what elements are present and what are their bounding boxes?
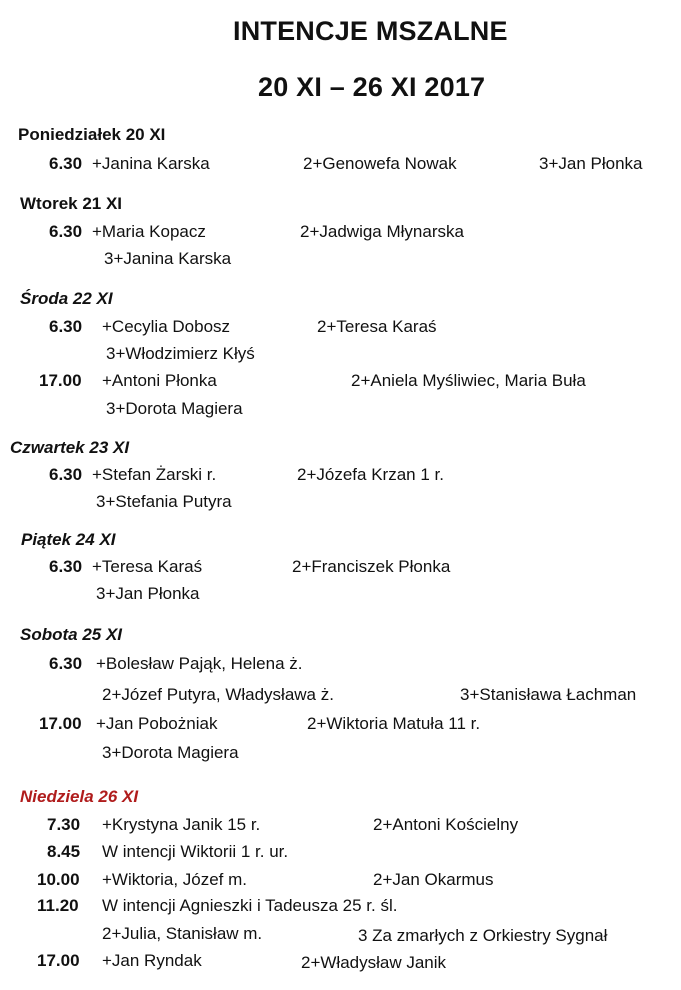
- day-heading-saturday: Sobota 25 XI: [20, 625, 123, 644]
- mass-time: 8.45: [47, 842, 81, 861]
- mass-time: 6.30: [49, 317, 83, 336]
- intention: 2+Genowefa Nowak: [303, 154, 457, 173]
- intention: 3+Stefania Putyra: [96, 492, 232, 511]
- intention: 2+Jan Okarmus: [373, 870, 494, 889]
- date-range: 20 XI – 26 XI 2017: [258, 72, 486, 102]
- intention: 2+Władysław Janik: [301, 953, 447, 972]
- intention: 3 Za zmarłych z Orkiestry Sygnał: [358, 926, 608, 945]
- day-heading-wednesday: Środa 22 XI: [20, 289, 113, 308]
- intention: 2+Józefa Krzan 1 r.: [297, 465, 444, 484]
- intention: 2+Aniela Myśliwiec, Maria Buła: [351, 371, 586, 390]
- intention: +Bolesław Pająk, Helena ż.: [96, 654, 303, 673]
- day-heading-sunday: Niedziela 26 XI: [20, 787, 139, 806]
- intention: +Jan Ryndak: [102, 951, 202, 970]
- mass-time: 6.30: [49, 154, 83, 173]
- mass-time: 6.30: [49, 465, 83, 484]
- day-heading-monday: Poniedziałek 20 XI: [18, 125, 166, 144]
- intention: +Teresa Karaś: [92, 557, 203, 576]
- mass-time: 6.30: [49, 222, 83, 241]
- mass-time: 6.30: [49, 654, 83, 673]
- intention: +Janina Karska: [92, 154, 210, 173]
- intention: 2+Franciszek Płonka: [292, 557, 451, 576]
- intention: +Wiktoria, Józef m.: [102, 870, 248, 889]
- day-heading-thursday: Czwartek 23 XI: [10, 438, 130, 457]
- day-heading-tuesday: Wtorek 21 XI: [20, 194, 123, 213]
- mass-time: 17.00: [37, 951, 80, 970]
- intention: 2+Julia, Stanisław m.: [102, 924, 263, 943]
- mass-time: 17.00: [39, 371, 82, 390]
- intention: 2+Teresa Karaś: [317, 317, 437, 336]
- intention: 3+Stanisława Łachman: [460, 685, 637, 704]
- mass-time: 11.20: [37, 896, 79, 915]
- page-title: INTENCJE MSZALNE: [233, 16, 508, 46]
- intention: 2+Antoni Kościelny: [373, 815, 519, 834]
- mass-time: 10.00: [37, 870, 80, 889]
- intention: 2+Wiktoria Matuła 11 r.: [307, 714, 481, 733]
- mass-time: 7.30: [47, 815, 81, 834]
- intention: +Jan Pobożniak: [96, 714, 218, 733]
- intention: 2+Józef Putyra, Władysława ż.: [102, 685, 334, 704]
- intention: +Antoni Płonka: [102, 371, 217, 390]
- intention: +Krystyna Janik 15 r.: [102, 815, 261, 834]
- intention: +Cecylia Dobosz: [102, 317, 231, 336]
- intention: W intencji Wiktorii 1 r. ur.: [102, 842, 289, 861]
- intention: 2+Jadwiga Młynarska: [300, 222, 464, 241]
- intention: 3+Dorota Magiera: [106, 399, 243, 418]
- intention: 3+Jan Płonka: [539, 154, 643, 173]
- intention: +Maria Kopacz: [92, 222, 206, 241]
- intention: 3+Dorota Magiera: [102, 743, 239, 762]
- intention: 3+Jan Płonka: [96, 584, 200, 603]
- mass-time: 17.00: [39, 714, 82, 733]
- intention: 3+Janina Karska: [104, 249, 232, 268]
- day-heading-friday: Piątek 24 XI: [21, 530, 116, 549]
- intention: 3+Włodzimierz Kłyś: [106, 344, 255, 363]
- intention: +Stefan Żarski r.: [92, 465, 217, 484]
- intention: W intencji Agnieszki i Tadeusza 25 r. śl.: [102, 896, 398, 915]
- mass-time: 6.30: [49, 557, 83, 576]
